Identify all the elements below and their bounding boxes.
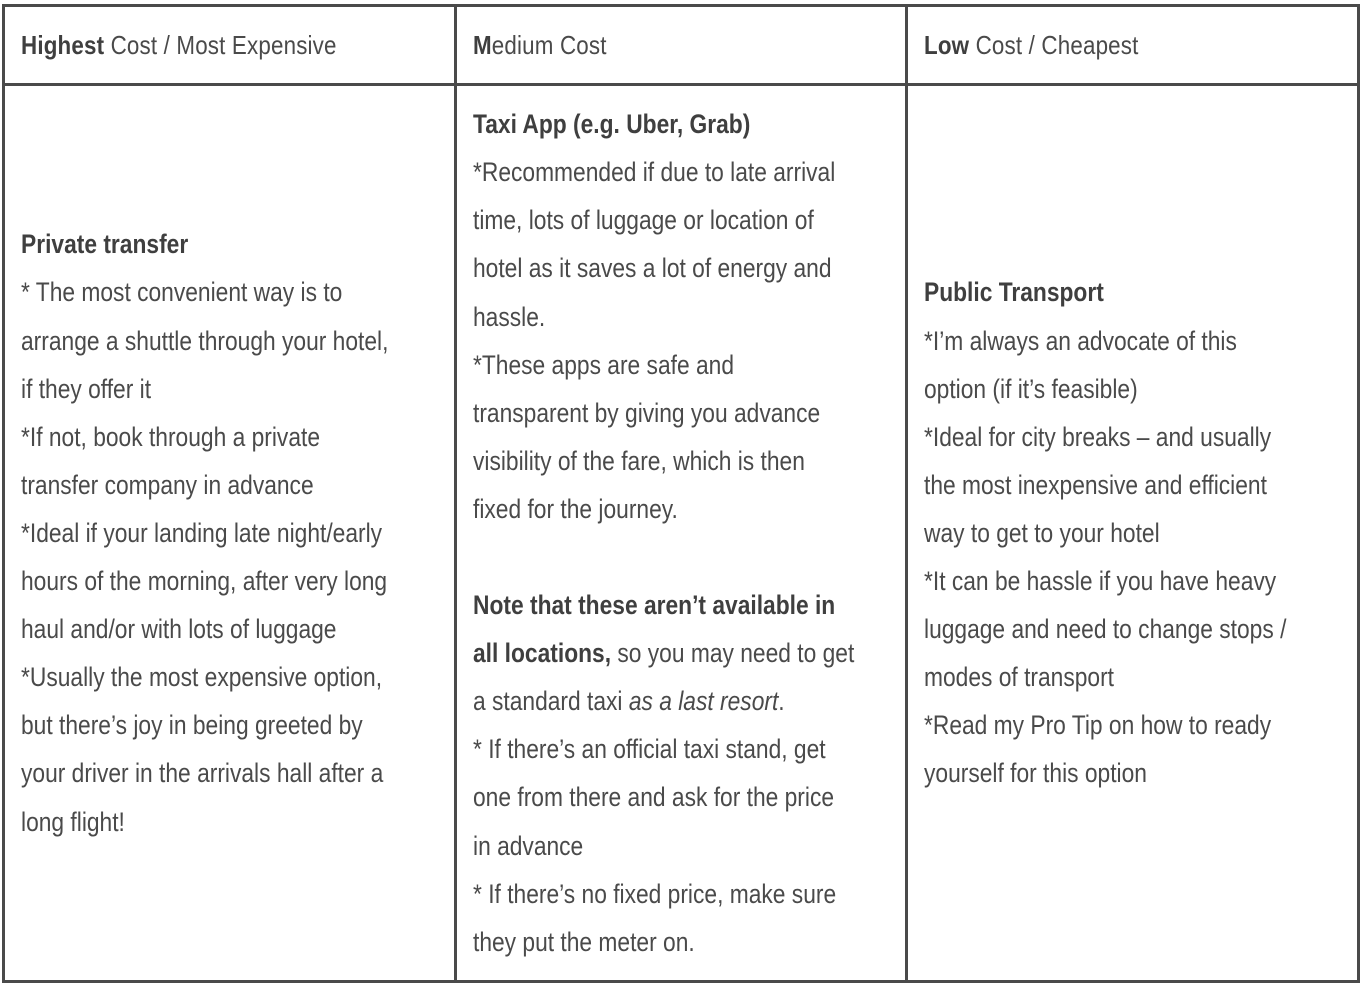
public-transport-line: luggage and need to change stops / bbox=[924, 614, 1287, 645]
private-transfer-title: Private transfer bbox=[21, 229, 189, 260]
transport-cost-table bbox=[2, 4, 1360, 983]
header-highest-cost-rest: Cost / Most Expensive bbox=[104, 29, 337, 60]
private-transfer-line: * The most convenient way is to bbox=[21, 277, 343, 308]
public-transport-line: *Ideal for city breaks – and usually bbox=[924, 421, 1272, 452]
body-row bbox=[4, 85, 1359, 982]
public-transport-line: *It can be hassle if you have heavy bbox=[924, 566, 1277, 597]
cell-public-transport bbox=[907, 85, 1359, 982]
header-medium-cost-rest: edium Cost bbox=[491, 29, 607, 60]
taxi-note-italic: as a last resort bbox=[628, 686, 779, 717]
taxi-note-plain: a standard taxi bbox=[473, 686, 629, 717]
taxi-note-bold-fragment: all locations, bbox=[473, 638, 612, 669]
taxi-note-line bbox=[473, 677, 890, 725]
public-transport-line: the most inexpensive and efficient bbox=[924, 469, 1267, 500]
private-transfer-line: arrange a shuttle through your hotel, bbox=[21, 325, 389, 356]
header-low-cost-bold: Low bbox=[924, 29, 970, 60]
private-transfer-line: but there’s joy in being greeted by bbox=[21, 710, 363, 741]
header-medium-cost-bold: M bbox=[473, 29, 492, 60]
taxi-app-line: hassle. bbox=[473, 301, 546, 332]
public-transport-line: modes of transport bbox=[924, 662, 1115, 693]
transport-cost-table-container bbox=[2, 4, 1360, 983]
public-transport-line: *I’m always an advocate of this bbox=[924, 325, 1237, 356]
taxi-note-bold-line: Note that these aren’t available in bbox=[473, 590, 836, 621]
private-transfer-line: transfer company in advance bbox=[21, 469, 314, 500]
taxi-app-line: transparent by giving you advance bbox=[473, 397, 821, 428]
taxi-app-line: hotel as it saves a lot of energy and bbox=[473, 253, 832, 284]
cell-taxi-app bbox=[456, 85, 907, 982]
header-medium-cost bbox=[456, 6, 907, 85]
public-transport-line: option (if it’s feasible) bbox=[924, 373, 1138, 404]
private-transfer-line: your driver in the arrivals hall after a bbox=[21, 758, 384, 789]
taxi-app-line: * If there’s no fixed price, make sure bbox=[473, 878, 837, 909]
taxi-note-end: . bbox=[778, 686, 785, 717]
public-transport-line: yourself for this option bbox=[924, 758, 1147, 789]
taxi-app-line: *Recommended if due to late arrival bbox=[473, 157, 836, 188]
public-transport-line: *Read my Pro Tip on how to ready bbox=[924, 710, 1272, 741]
header-low-cost bbox=[907, 6, 1359, 85]
header-highest-cost bbox=[4, 6, 456, 85]
header-row bbox=[4, 6, 1359, 85]
taxi-note-rest: so you may need to get bbox=[611, 638, 855, 669]
private-transfer-line: hours of the morning, after very long bbox=[21, 566, 388, 597]
private-transfer-line: long flight! bbox=[21, 806, 125, 837]
taxi-app-line: * If there’s an official taxi stand, get bbox=[473, 734, 826, 765]
private-transfer-line: *If not, book through a private bbox=[21, 421, 320, 452]
taxi-app-line: *These apps are safe and bbox=[473, 349, 734, 380]
private-transfer-line: haul and/or with lots of luggage bbox=[21, 614, 337, 645]
private-transfer-line: *Usually the most expensive option, bbox=[21, 662, 383, 693]
private-transfer-line: if they offer it bbox=[21, 373, 152, 404]
public-transport-line: way to get to your hotel bbox=[924, 517, 1160, 548]
taxi-app-line: one from there and ask for the price bbox=[473, 782, 835, 813]
taxi-app-line: they put the meter on. bbox=[473, 926, 695, 957]
header-highest-cost-bold: Highest bbox=[21, 29, 105, 60]
taxi-app-title: Taxi App (e.g. Uber, Grab) bbox=[473, 109, 751, 140]
header-low-cost-rest: Cost / Cheapest bbox=[969, 29, 1139, 60]
blank-spacer bbox=[473, 533, 890, 581]
taxi-app-line: fixed for the journey. bbox=[473, 493, 678, 524]
taxi-app-line: in advance bbox=[473, 830, 584, 861]
cell-private-transfer bbox=[4, 85, 456, 982]
private-transfer-line: *Ideal if your landing late night/early bbox=[21, 517, 383, 548]
taxi-note-line bbox=[473, 629, 890, 677]
taxi-app-line: time, lots of luggage or location of bbox=[473, 205, 814, 236]
public-transport-title: Public Transport bbox=[924, 277, 1104, 308]
taxi-app-line: visibility of the fare, which is then bbox=[473, 445, 805, 476]
